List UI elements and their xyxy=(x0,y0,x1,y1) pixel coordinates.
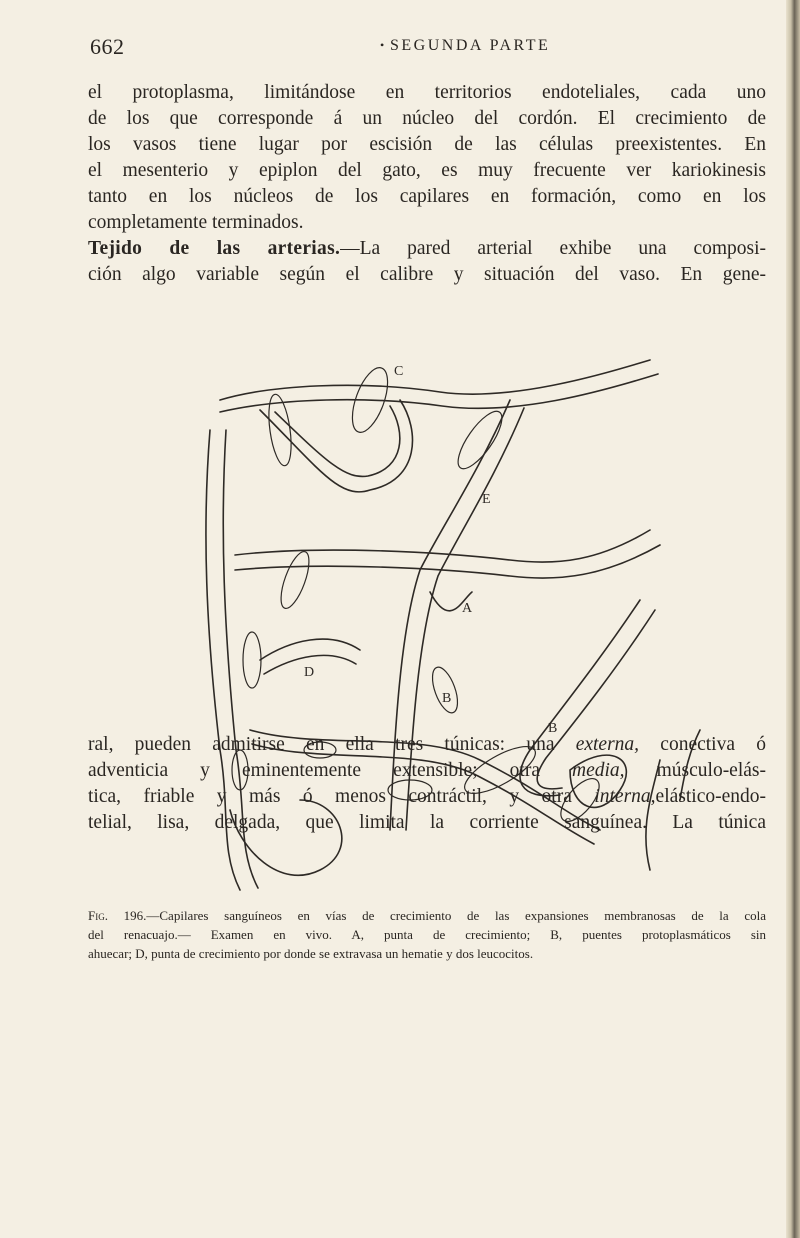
text-line: ción algo variable según el calibre y situación del vaso. En gene- xyxy=(88,264,766,285)
text-line: de los que corresponde á un núcleo del cordón. El crecimiento de xyxy=(88,108,766,129)
text-line: los vasos tiene lugar por escisión de las células preexistentes. En xyxy=(88,134,766,155)
text-line: el protoplasma, limitándose en territorios endoteliales, cada uno xyxy=(88,82,766,103)
text-run: ral, pueden admitirse en ella tres túnicas: una xyxy=(88,734,576,755)
figure-label-c: C xyxy=(394,364,404,379)
caption-text: —Capilares sanguíneos en vías de crecimiento de las expansiones membranosas de la cola xyxy=(146,908,766,923)
page-edge-shadow xyxy=(786,0,800,1238)
page-number: 662 xyxy=(90,34,125,59)
caption-label: Fig. 196. xyxy=(88,908,147,923)
figure-label-b: B xyxy=(442,691,452,706)
section-first-line xyxy=(88,236,766,262)
header-bullet-icon: • xyxy=(380,38,385,52)
caption-line: del renacuajo.— Examen en vivo. A, punta de crecimiento; B, puentes protoplasmáticos sin xyxy=(88,927,766,942)
emphasis-externa: externa, xyxy=(575,734,640,755)
figure-label-b: B xyxy=(548,721,558,736)
page-header xyxy=(90,34,762,62)
running-head: SEGUNDA PARTE xyxy=(390,37,551,54)
text-line: el mesenterio y epiplon del gato, es muy frecuente ver kariokinesis xyxy=(88,160,766,181)
text-run: tica, friable y más ó menos contráctil, y otra xyxy=(88,786,595,807)
section-title: Tejido de las arterias. xyxy=(88,238,341,259)
text-line xyxy=(88,732,766,758)
emphasis-interna: interna, xyxy=(594,786,656,807)
text-run: adventicia y eminentemente extensible; otra xyxy=(88,760,573,781)
caption-line: ahuecar; D, punta de crecimiento por donde se extravasa un hematie y dos leucocitos. xyxy=(88,946,534,961)
figure-label-a: A xyxy=(462,601,473,616)
figure-caption xyxy=(88,906,766,963)
figure-label-d: D xyxy=(304,665,315,680)
body-text-bottom xyxy=(88,732,766,836)
text-line: completamente terminados. xyxy=(88,212,304,233)
text-line xyxy=(88,758,766,784)
text-line: telial, lisa, delgada, que limita la corriente sanguínea. La túnica xyxy=(88,812,766,833)
section-first-line-rest: —La pared arterial exhibe una composi- xyxy=(340,238,767,259)
emphasis-media: media, xyxy=(572,760,625,781)
text-run: músculo-elás- xyxy=(624,760,766,781)
text-line: tanto en los núcleos de los capilares en formación, como en los xyxy=(88,186,766,207)
text-line xyxy=(88,784,766,810)
text-run: conectiva ó xyxy=(639,734,766,755)
caption-line xyxy=(88,906,766,925)
figure-label-e: E xyxy=(482,492,491,507)
body-text-top xyxy=(88,80,766,288)
text-run: elástico-endo- xyxy=(655,786,766,807)
